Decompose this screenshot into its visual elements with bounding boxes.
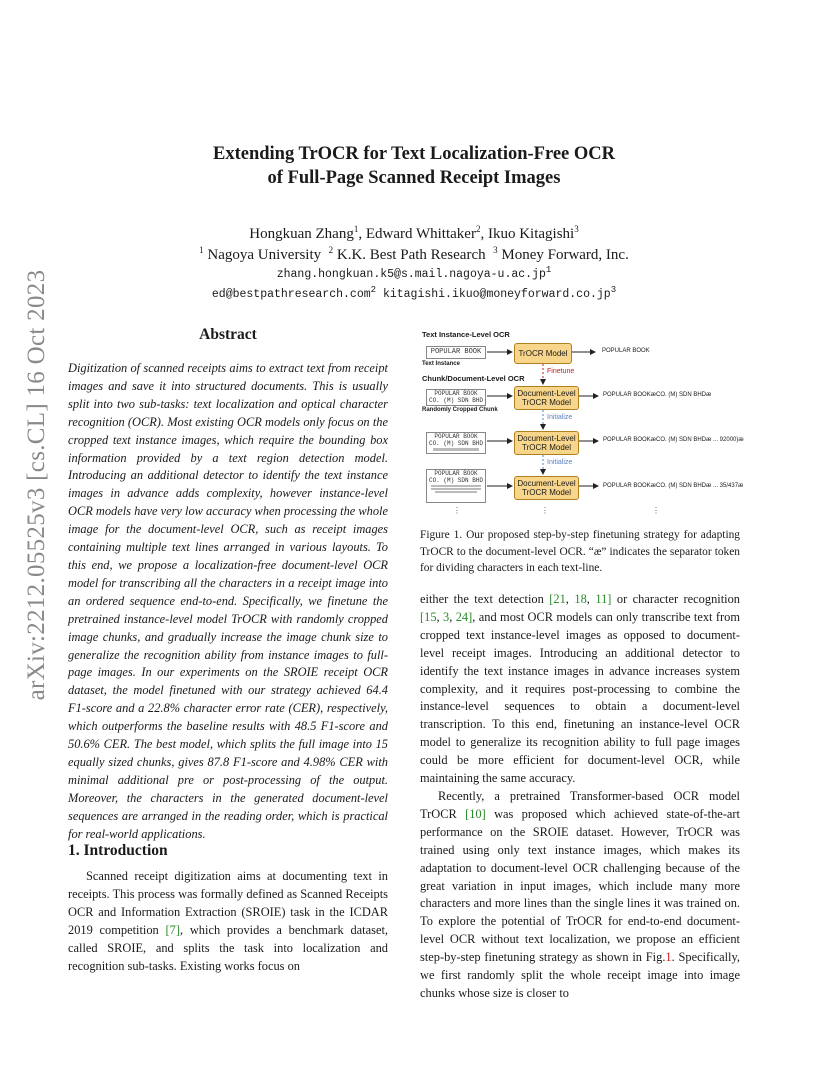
right-paragraph-2	[420, 788, 740, 1003]
fig-section-instance: Text Instance-Level OCR	[422, 330, 510, 339]
fig-chunk-1-line-1: POPULAR BOOK	[434, 390, 478, 397]
citation-21[interactable]: [21	[549, 592, 566, 606]
fig-chunk-image-2	[426, 432, 486, 454]
intro-text-a: Scanned receipt digitization aims at documenting text in receipts. This process was formally defined as Scanned Receipts OCR and Information Extraction (SROIE) task in the ICDAR 2019 competition	[68, 869, 388, 937]
citation-15[interactable]: [15	[420, 609, 437, 624]
rp2-text-c: . Specifically, we first randomly split the whole receipt image into image chunks whose size is closer to	[420, 950, 740, 1000]
fig-finetune-label: Finetune	[547, 368, 575, 375]
rp2-text-b: was proposed which achieved state-of-the-art performance on the SROIE dataset. However, TrOCR was trained using only text instance images, which makes its adaptation to document-level OCR challenging because of the great variation in input images, which include many more characters and more lines than the single lines it was trained on. To explore the potential of TrOCR for end-to-end document-level OCR without text localization, we propose an efficient step-by-step finetuning strategy as shown in Fig.	[420, 806, 740, 965]
email-3-mark: 3	[610, 285, 617, 296]
citation-24[interactable]: 24]	[455, 609, 473, 624]
author-2-affil: 2	[475, 224, 481, 234]
figure-1-caption: Figure 1. Our proposed step-by-step finetuning strategy for adapting TrOCR to the document-level OCR. “æ” indicates the separator token for dividing characters in each text-line.	[420, 529, 740, 575]
fig-chunk-3-line-2: CO. (M) SDN BHD	[428, 477, 483, 484]
affiliation-2: K.K. Best Path Research	[336, 247, 486, 263]
fig-doc-model-box-1: Document-Level TrOCR Model	[514, 386, 579, 410]
intro-heading: 1. Introduction	[68, 842, 168, 859]
rp2-text-a: Recently, a pretrained Transformer-based OCR model TrOCR	[420, 788, 740, 821]
author-names: Hongkuan Zhang$^1$, Edward Whittaker$^2$, Ikuo Kitagishi$^3$	[249, 224, 579, 242]
email-1[interactable]: zhang.hongkuan.k5@s.mail.nagoya-u.ac.jp	[276, 268, 546, 281]
email-3[interactable]: kitagishi.ikuo@moneyforward.co.jp	[382, 288, 611, 301]
fig-trocr-model-box: TrOCR Model	[514, 343, 572, 364]
affiliation-3: Money Forward, Inc.	[501, 247, 629, 263]
aff-2-mark: 2	[328, 245, 334, 255]
affiliation-1: Nagoya University	[207, 247, 322, 263]
author-3: Ikuo Kitagishi	[487, 226, 575, 242]
fig-chunk-1-line-2: CO. (M) SDN BHD	[428, 397, 483, 404]
fig-doc-model-box-2: Document-Level TrOCR Model	[514, 431, 579, 455]
right-paragraph-1: either the text detection [21, 18, 11] or character recognition [15, 3, 24], and most OCR models can only transcribe text from cropped text instance-level images as opposed to document-level receipt images. Introducing an additional detector to identify the text instance images in advance increases system complexity, and it requires post-processing to combine the instance-level sequences to obtain a document-level transcription. To this end, finetuning an instance-level OCR model to generalize its recognition ability to full page images could be more efficient for document-level OCR, while maintaining the same accuracy.	[420, 592, 740, 786]
fig-chunk-2-line-2: CO. (M) SDN BHD	[428, 440, 483, 447]
citation-3[interactable]: 3	[443, 609, 450, 624]
abstract-heading: Abstract	[199, 326, 257, 343]
fig-label-text-instance: Text Instance	[422, 361, 460, 367]
fig-output-4: POPULAR BOOKæCO. (M) SDN BHDæ ... 35/437æ	[603, 483, 744, 489]
fig-dots-1: ⋮	[453, 506, 461, 515]
author-block	[0, 224, 828, 266]
fig-dots-3: ⋮	[652, 506, 660, 515]
author-1: Hongkuan Zhang	[249, 226, 354, 242]
fig-dots-2: ⋮	[541, 506, 549, 515]
fig-output-3: POPULAR BOOKæCO. (M) SDN BHDæ ... 92000)æ	[603, 437, 744, 443]
title-line-2: of Full-Page Scanned Receipt Images	[267, 168, 561, 188]
rp1-text-c: , and most OCR models can only transcribe text from cropped text instance-level images as opposed to document-level receipt images. Introducing an additional detector to identify the text instance images in advance increases system complexity, and it requires post-processing to combine the instance-level sequences to obtain a document-level transcription. To this end, finetuning an instance-level OCR model to generalize its recognition ability to full page images could be more efficient for document-level OCR, while maintaining the same accuracy.	[420, 609, 740, 786]
fig-text-instance-image: POPULAR BOOK	[426, 346, 486, 359]
fig-initialize-label-2: Initialize	[547, 459, 573, 466]
citation-18[interactable]: 18	[574, 592, 587, 606]
figure-1	[420, 328, 750, 518]
fig-chunk-image-3	[426, 469, 486, 503]
affiliations	[0, 245, 828, 266]
arxiv-identifier: arXiv:2212.05525v3 [cs.CL] 16 Oct 2023	[23, 269, 50, 701]
aff-3-mark: 3	[493, 245, 498, 255]
author-1-affil: 1	[353, 224, 359, 234]
citation-10[interactable]: [10]	[465, 806, 486, 821]
citation-11[interactable]: 11]	[595, 592, 612, 606]
abstract-text: Digitization of scanned receipts aims to extract text from receipt images and save it into structured documents. This is usually split into two sub-tasks: text localization and optical character recognition (OCR). Most existing OCR models only focus on the cropped text instance images, which require the bounding box information provided by a text region detection model. Introducing an additional detector to identify the text instance images in advance adds complexity, however instance-level OCR models have very low accuracy when processing the whole image for the document-level OCR, such as receipt images containing multiple text lines arranged in various layouts. To this end, we propose a localization-free document-level OCR model for transcribing all the characters in a receipt image into an ordered sequence end-to-end. Specifically, we finetune the pretrained instance-level model TrOCR with randomly cropped image chunks, and gradually increase the image chunk size to generalize the recognition ability from instance images to full-page images. In our experiments on the SROIE receipt OCR dataset, the model finetuned with our strategy achieved 64.4 F1-score and a 22.8% character error rate (CER), respectively, which outperforms the baseline results with 48.5 F1-score and 50.6% CER. The best model, which splits the full image into 15 equally sized chunks, gives 87.8 F1-score and 4.98% CER with minimal additional pre or post-processing of the output. Moreover, the characters in the generated document-level sequences are arranged in the reading order, which is practical for real-world applications.	[68, 361, 388, 841]
fig-chunk-2-line-1: POPULAR BOOK	[434, 433, 478, 440]
paper-title	[0, 142, 828, 190]
intro-paragraph	[68, 868, 388, 975]
fig-doc-model-box-3: Document-Level TrOCR Model	[514, 476, 579, 500]
email-block	[0, 265, 828, 305]
right-column-text	[420, 591, 740, 1003]
email-1-mark: 1	[545, 265, 552, 276]
fig-chunk-image-1	[426, 389, 486, 406]
citation-7[interactable]: [7]	[165, 922, 180, 937]
arxiv-sidebar	[12, 269, 62, 701]
fig-chunk-3-line-1: POPULAR BOOK	[434, 470, 478, 477]
aff-1-mark: 1	[199, 245, 204, 255]
author-2: Edward Whittaker	[365, 226, 476, 242]
fig-output-2: POPULAR BOOKæCO. (M) SDN BHDæ	[603, 392, 712, 398]
author-3-affil: 3	[574, 224, 579, 234]
title-line-1: Extending TrOCR for Text Localization-Free OCR	[212, 144, 615, 164]
fig-label-random-chunk: Randomly Cropped Chunk	[422, 407, 498, 413]
fig-initialize-label-1: Initialize	[547, 414, 573, 421]
fig-section-document: Chunk/Document-Level OCR	[422, 374, 525, 383]
rp1-text-a: either the text detection	[420, 592, 550, 606]
fig-output-1: POPULAR BOOK	[602, 348, 650, 354]
email-2-mark: 2	[370, 285, 377, 296]
rp1-text-b: or character recognition	[611, 592, 740, 606]
figure-ref-1[interactable]: 1	[665, 950, 672, 965]
email-2[interactable]: ed@bestpathresearch.com	[211, 288, 371, 301]
intro-text-b: , which provides a benchmark dataset, called SROIE, and splits the task into localization and recognition sub-tasks. Existing works focus on	[68, 922, 388, 973]
